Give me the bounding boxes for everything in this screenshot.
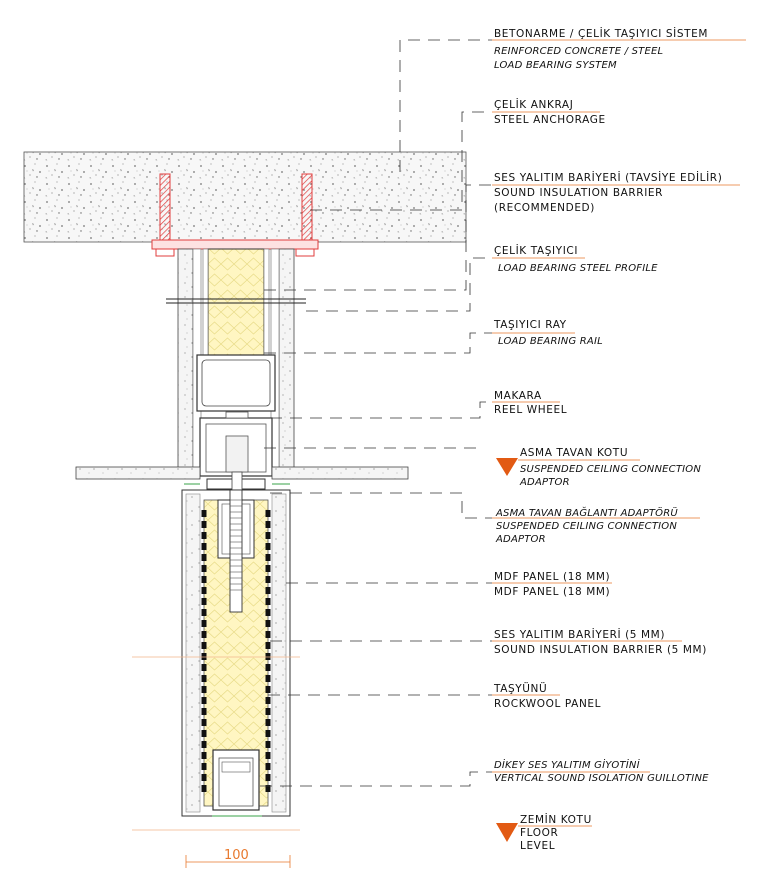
label-insulation-tr: SES YALITIM BARİYERİ (5 MM) — [494, 629, 666, 641]
reel-wheel — [200, 412, 272, 476]
label-adaptor-en: SUSPENDED CEILING CONNECTION — [496, 521, 678, 532]
dimension-value: 100 — [224, 848, 249, 863]
label-rockwool-tr: TAŞYÜNÜ — [494, 683, 548, 695]
label-ceiling-level-en: SUSPENDED CEILING CONNECTION — [520, 464, 702, 475]
label-concrete-en2: LOAD BEARING SYSTEM — [494, 60, 617, 71]
label-adaptor-tr: ASMA TAVAN BAĞLANTI ADAPTÖRÜ — [496, 508, 678, 519]
ceiling-level-marker-icon — [496, 458, 518, 476]
labels — [493, 27, 722, 852]
label-rockwool-en: ROCKWOOL PANEL — [494, 698, 602, 710]
label-anchorage-en: STEEL ANCHORAGE — [494, 114, 606, 126]
upper-insulation — [203, 249, 269, 355]
label-mdf-en: MDF PANEL (18 MM) — [494, 586, 611, 598]
label-steel-tr: ÇELİK TAŞIYICI — [494, 245, 579, 257]
label-reel-en: REEL WHEEL — [494, 404, 568, 416]
label-adaptor-en2: ADAPTOR — [496, 534, 546, 545]
label-reel-tr: MAKARA — [494, 390, 542, 402]
label-mdf-tr: MDF PANEL (18 MM) — [494, 571, 611, 583]
label-steel-en: LOAD BEARING STEEL PROFILE — [498, 263, 658, 274]
label-barrier-tr: SES YALITIM BARİYERİ (TAVSİYE EDİLİR) — [494, 172, 723, 184]
label-rail-en: LOAD BEARING RAIL — [498, 336, 603, 347]
label-floor-en: FLOOR — [520, 827, 559, 839]
label-ceiling-level-tr: ASMA TAVAN KOTU — [520, 447, 629, 459]
label-floor-en2: LEVEL — [520, 840, 556, 852]
panel-body — [182, 490, 290, 816]
label-rail-tr: TAŞIYICI RAY — [494, 319, 567, 331]
label-anchorage-tr: ÇELİK ANKRAJ — [494, 99, 574, 111]
label-insulation-en: SOUND INSULATION BARRIER (5 MM) — [494, 644, 707, 656]
label-concrete-tr: BETONARME / ÇELİK TAŞIYICI SİSTEM — [494, 28, 709, 40]
floor-level-marker-icon — [496, 823, 518, 842]
load-bearing-rail — [197, 355, 275, 411]
label-concrete-en: REINFORCED CONCRETE / STEEL — [494, 46, 664, 57]
label-guillotine-en: VERTICAL SOUND ISOLATION GUILLOTINE — [494, 773, 709, 784]
label-ceiling-level-en2: ADAPTOR — [520, 477, 570, 488]
label-barrier-en2: (RECOMMENDED) — [494, 202, 595, 214]
label-guillotine-tr: DİKEY SES YALITIM GİYOTİNİ — [494, 760, 640, 771]
dimension-100 — [186, 848, 290, 868]
label-barrier-en: SOUND INSULATION BARRIER — [494, 187, 664, 199]
label-floor-tr: ZEMİN KOTU — [520, 814, 592, 826]
